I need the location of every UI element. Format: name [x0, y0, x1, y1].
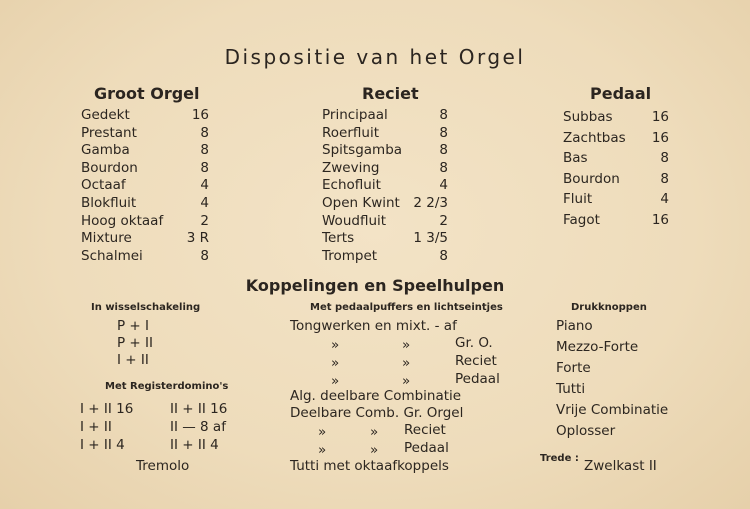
- stop-name: Schalmei: [81, 247, 143, 264]
- koppelingen-heading: Koppelingen en Speelhulpen: [245, 276, 505, 295]
- trede-label: Trede :: [540, 453, 579, 464]
- stop-name: Woudfluit: [322, 212, 387, 229]
- stop-row: [563, 189, 669, 210]
- stop-row: [563, 148, 669, 169]
- ditto-mark: »: [402, 355, 411, 371]
- stop-row: [322, 142, 448, 160]
- stop-footage: 16: [651, 211, 669, 228]
- stop-row: [322, 177, 448, 195]
- reciet-heading: Reciet: [362, 84, 419, 103]
- stop-footage: 8: [200, 124, 209, 141]
- tremolo-label: Tremolo: [136, 458, 190, 474]
- stop-footage: 4: [200, 194, 209, 211]
- stop-footage: 16: [191, 107, 209, 123]
- stop-name: Subbas: [563, 109, 613, 125]
- stop-row: [322, 125, 448, 143]
- coupler-item: I + II: [117, 352, 149, 368]
- aid-target: Pedaal: [455, 371, 500, 387]
- stop-name: Gamba: [81, 142, 130, 159]
- coupler-item: P + I: [117, 318, 150, 334]
- stop-name: Fluit: [563, 191, 593, 207]
- stop-name: Prestant: [81, 124, 137, 141]
- stop-row: [81, 230, 209, 248]
- coupler-item: I + II: [80, 419, 112, 435]
- stop-footage: 4: [200, 177, 209, 194]
- aid-line: Tutti met oktaafkoppels: [290, 458, 449, 474]
- ditto-mark: »: [370, 424, 379, 440]
- aid-line: Deelbare Comb. Gr. Orgel: [290, 405, 464, 421]
- aid-target: Reciet: [455, 353, 497, 369]
- stop-footage: 2: [439, 212, 448, 229]
- stop-footage: 3 R: [186, 230, 209, 247]
- stop-row: [322, 213, 448, 231]
- drukknoppen-heading: Drukknoppen: [571, 302, 647, 313]
- ditto-mark: »: [331, 337, 340, 353]
- stop-name: Gedekt: [81, 107, 130, 123]
- stop-row: [322, 195, 448, 213]
- coupler-item: II + II 16: [170, 401, 228, 417]
- stop-row: [81, 248, 209, 266]
- stop-row: [322, 248, 448, 266]
- domino-heading: Met Registerdomino's: [105, 381, 229, 392]
- coupler-item: II — 8 af: [170, 419, 226, 435]
- stop-footage: 8: [439, 107, 448, 123]
- stop-name: Blokfluit: [81, 194, 137, 211]
- stop-name: Open Kwint: [322, 194, 400, 211]
- stop-footage: 4: [660, 191, 669, 207]
- coupler-item: P + II: [117, 335, 153, 351]
- aid-target: Pedaal: [404, 440, 449, 456]
- stop-name: Mixture: [81, 230, 132, 247]
- coupler-item: I + II 4: [80, 437, 125, 453]
- wissel-heading: In wisselschakeling: [91, 302, 201, 313]
- piston-item: Mezzo-Forte: [556, 339, 639, 355]
- reciet-stop-list: [322, 107, 448, 265]
- stop-name: Octaaf: [81, 177, 126, 194]
- stop-footage: 8: [200, 142, 209, 159]
- stop-footage: 8: [660, 170, 669, 187]
- coupler-item: I + II 16: [80, 401, 134, 417]
- stop-row: [81, 160, 209, 178]
- ditto-mark: »: [370, 442, 379, 458]
- stop-row: [81, 142, 209, 160]
- stop-row: [81, 125, 209, 143]
- stop-name: Hoog oktaaf: [81, 212, 164, 229]
- stop-row: [563, 128, 669, 149]
- aid-target: Gr. O.: [455, 335, 493, 351]
- stop-row: [81, 107, 209, 125]
- stop-footage: 4: [439, 177, 448, 194]
- stop-footage: 16: [651, 109, 669, 125]
- piston-item: Piano: [556, 318, 593, 334]
- stop-name: Trompet: [322, 247, 378, 264]
- ditto-mark: »: [331, 373, 340, 389]
- stop-name: Fagot: [563, 211, 600, 228]
- coupler-item: II + II 4: [170, 437, 219, 453]
- stop-row: [81, 195, 209, 213]
- groot-orgel-heading: Groot Orgel: [94, 84, 200, 103]
- stop-footage: 8: [439, 247, 448, 264]
- pedaal-stop-list: [563, 107, 669, 230]
- trede-value: Zwelkast II: [584, 458, 657, 474]
- stop-footage: 8: [439, 124, 448, 141]
- ditto-mark: »: [402, 337, 411, 353]
- stop-name: Bourdon: [81, 159, 138, 176]
- piston-item: Forte: [556, 360, 591, 376]
- stop-footage: 8: [439, 159, 448, 176]
- stop-row: [81, 177, 209, 195]
- stop-name: Roerfluit: [322, 124, 379, 141]
- stop-footage: 8: [200, 247, 209, 264]
- stop-name: Terts: [322, 230, 355, 247]
- stop-row: [563, 210, 669, 231]
- stop-footage: 1 3/5: [413, 230, 448, 247]
- ditto-mark: »: [318, 442, 327, 458]
- stop-footage: 8: [439, 142, 448, 159]
- ditto-mark: »: [318, 424, 327, 440]
- stop-name: Bourdon: [563, 170, 620, 187]
- page-title: Dispositie van het Orgel: [224, 45, 526, 69]
- aid-target: Reciet: [404, 422, 446, 438]
- stop-row: [322, 107, 448, 125]
- piston-item: Oplosser: [556, 423, 616, 439]
- piston-item: Tutti: [556, 381, 586, 397]
- pedaalpuffers-heading: Met pedaalpuffers en lichtseintjes: [310, 302, 503, 313]
- stop-footage: 2 2/3: [413, 194, 448, 211]
- stop-footage: 2: [200, 212, 209, 229]
- groot-orgel-stop-list: [81, 107, 209, 265]
- stop-name: Zweving: [322, 159, 380, 176]
- stop-footage: 8: [200, 159, 209, 176]
- stop-name: Bas: [563, 150, 588, 166]
- aid-line: Alg. deelbare Combinatie: [290, 388, 462, 404]
- stop-footage: 16: [651, 129, 669, 146]
- ditto-mark: »: [331, 355, 340, 371]
- piston-item: Vrije Combinatie: [556, 402, 669, 418]
- stop-row: [322, 160, 448, 178]
- stop-row: [563, 169, 669, 190]
- stop-row: [563, 107, 669, 128]
- pedaal-heading: Pedaal: [590, 84, 652, 103]
- ditto-mark: »: [402, 373, 411, 389]
- stop-row: [322, 230, 448, 248]
- stop-row: [81, 213, 209, 231]
- stop-name: Principaal: [322, 107, 388, 123]
- stop-name: Zachtbas: [563, 129, 626, 146]
- stop-name: Spitsgamba: [322, 142, 403, 159]
- aid-line: Tongwerken en mixt. - af: [290, 318, 457, 334]
- stop-name: Echofluit: [322, 177, 381, 194]
- stop-footage: 8: [660, 150, 669, 166]
